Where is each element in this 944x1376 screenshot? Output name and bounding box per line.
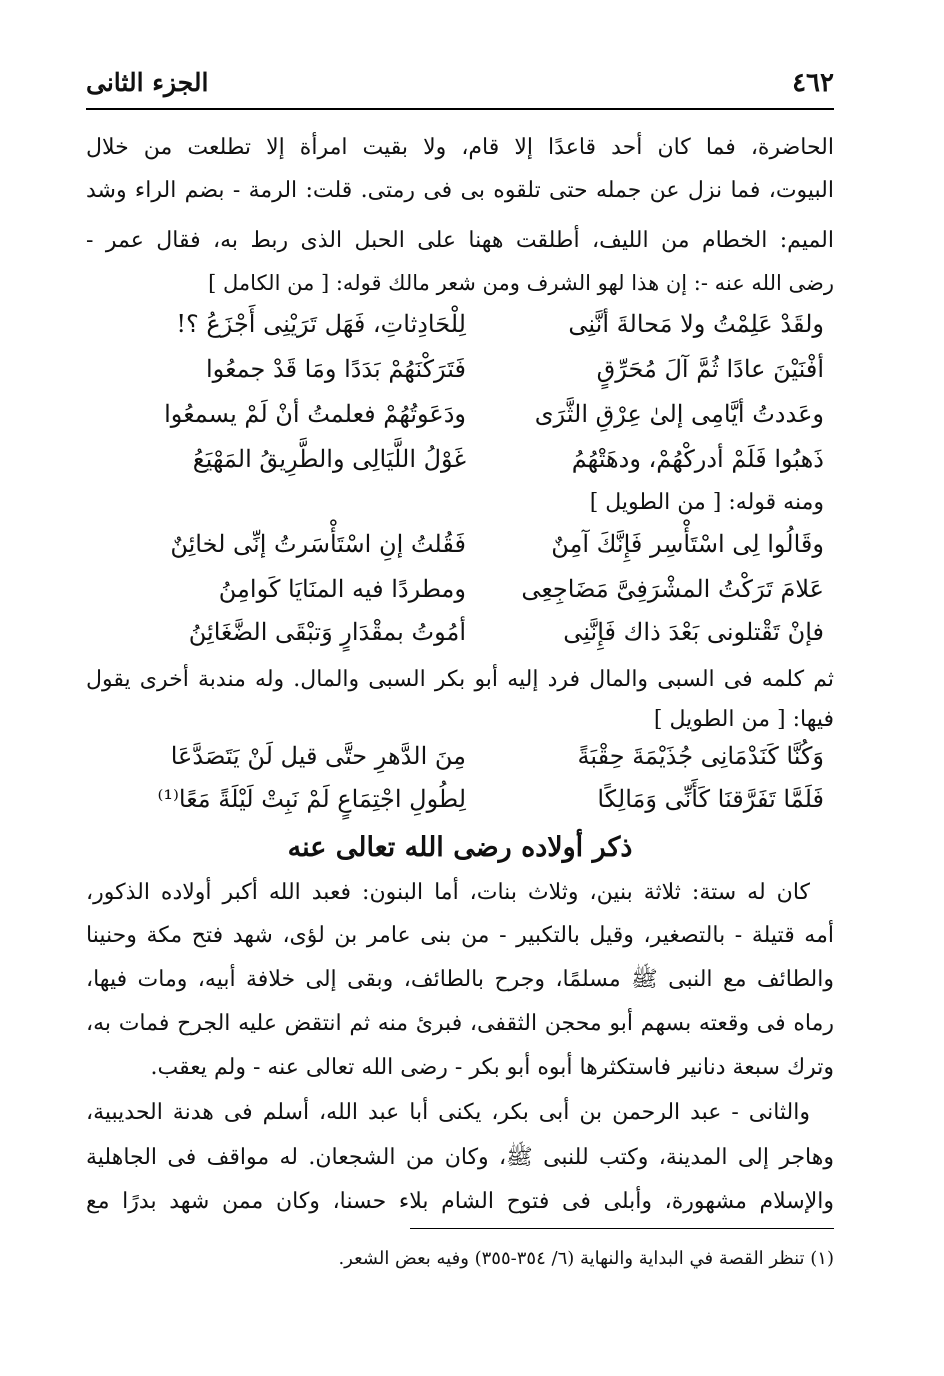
verse-second-hemistich: لِلْحَادِثاتِ، فَهَل تَرَيْنِى أَجْزَعُ ؟!	[176, 310, 466, 338]
verse-second-hemistich: فَتَرَكْنَهُمْ بَدَدًا ومَا قَدْ جمعُوا	[206, 355, 466, 383]
text-line: كان له ستة: ثلاثة بنين، وثلاث بنات، أما البنون: فعبد الله أكبر أولاده الذكور،	[86, 880, 810, 905]
verse-line	[86, 355, 834, 399]
verse-first-hemistich: فإنْ تَقْتلونى بَعْدَ ذاك فَإِنَّنِى	[563, 618, 824, 646]
section-heading: ذكر أولاده رضى الله تعالى عنه	[287, 832, 633, 863]
text-line: وترك سبعة دنانير فاستكثرها أبوه أبو بكر - رضى الله تعالى عنه - ولم يعقب.	[150, 1055, 834, 1080]
verse-line	[86, 742, 834, 786]
header-rule	[86, 108, 834, 110]
text-line: والطائف مع النبى ﷺ مسلمًا، وجرح بالطائف، وبقى إلى خلافة أبيه، ومات فيها،	[86, 967, 834, 992]
verse-first-hemistich: ولقَدْ عَلِمْتُ ولا مَحالةَ أنَّنِى	[568, 310, 824, 338]
verse-second-hemistich: ودَعَوتُهُمْ فعلمتُ أنْ لَمْ يسمعُوا	[164, 400, 466, 428]
verse-line	[86, 575, 834, 619]
text-line: والثانى - عبد الرحمن بن أبى بكر، يكنى أبا عبد الله، أسلم فى هدنة الحديبية،	[86, 1100, 810, 1125]
running-header	[86, 68, 834, 108]
verse-line	[86, 445, 834, 489]
verse-line	[86, 785, 834, 829]
verse-first-hemistich: وعَددتُ أيَّامِى إلىٰ عِرْقِ الثَّرَى	[534, 400, 824, 428]
part-title: الجزء الثانى	[86, 68, 209, 97]
verse-line	[86, 530, 834, 574]
text-line: الميم: الخطام من الليف، أطلقت ههنا على الحبل الذى ربط به، فقال عمر -	[86, 228, 834, 253]
verse-second-hemistich: غَوْلُ اللَّيَالِى والطَّرِيقُ المَهْيَعُ	[192, 445, 466, 473]
verse-second-hemistich: فَقُلتُ إنِ اسْتَأْسَرتُ إنِّى لخائِنٌ	[170, 530, 466, 558]
verse-line	[86, 618, 834, 662]
verse-line	[86, 400, 834, 444]
text-line: والإسلام مشهورة، وأبلى فى فتوح الشام بلاء حسنا، وكان ممن شهد بدرًا مع	[86, 1189, 834, 1214]
verse-first-hemistich: فَلَمَّا تَفَرَّقنَا كَأَنِّى وَمَالِكًا	[597, 785, 824, 813]
text-line: الحاضرة، فما كان أحد قاعدًا إلا قام، ولا بقيت امرأة إلا تطلعت من خلال	[86, 135, 834, 160]
footnote-rule	[410, 1228, 834, 1229]
verse-second-hemistich: لِطُولِ اجْتِمَاعٍ لَمْ نَبِتْ لَيْلَةً مَعًا⁽¹⁾	[157, 785, 466, 813]
text-line: وهاجر إلى المدينة، وكتب للنبى ﷺ، وكان من الشجعان. له مواقف فى الجاهلية	[86, 1145, 834, 1170]
text-line: البيوت، فما نزل عن جمله حتى تلقوه بى فى رمتى. قلت: الرمة - بضم الراء وشد	[86, 178, 834, 203]
verse-line	[86, 310, 834, 354]
poem-intro: ومنه قوله: [ من الطويل ]	[589, 490, 824, 515]
verse-first-hemistich: وقَالُوا لِى اسْتَأْسِر فَإِنَّكَ آمِنٌ	[551, 530, 824, 558]
text-line: أمه قتيلة - بالتصغير، وقيل بالتكبير - من بنى عامر بن لؤى، شهد فتح مكة وحنينا	[86, 923, 834, 948]
verse-second-hemistich: ومطردًا فيه المنَايَا كَوامِنُ	[218, 575, 466, 603]
text-line: فيها: [ من الطويل ]	[653, 707, 834, 732]
text-line: رضى الله عنه -: إن هذا لهو الشرف ومن شعر مالك قوله: [ من الكامل ]	[208, 271, 834, 295]
verse-second-hemistich: مِنَ الدَّهرِ حتَّى قيل لَنْ يَتَصَدَّعَا	[170, 742, 466, 770]
page-number: ٤٦٢	[792, 68, 834, 98]
verse-first-hemistich: وَكُنَّا كَنَدْمَانِى جُذَيْمَةَ حِقْبَةً	[577, 742, 824, 770]
text-line: رماه فى وقعته بسهم أبو محجن الثقفى، فبرئ منه ثم انتقض عليه الجرح فمات به،	[86, 1011, 834, 1036]
text-line: ثم كلمه فى السبى والمال فرد إليه أبو بكر السبى والمال. وله مندبة أخرى يقول	[86, 667, 834, 692]
verse-first-hemistich: أفْنَيْنَ عادًا ثُمَّ آلَ مُحَرِّقٍ	[596, 355, 824, 383]
verse-second-hemistich: أمُوتُ بمقْدَارٍ وَتبْقَى الضَّغَائِنُ	[188, 618, 466, 646]
verse-first-hemistich: عَلامَ تَرَكْتُ المشْرَفِىَّ مَضَاجِعِى	[521, 575, 824, 603]
footnote: (١) تنظر القصة في البداية والنهاية (٦/ ٣٥٤-٣٥٥) وفيه بعض الشعر.	[338, 1248, 834, 1269]
verse-first-hemistich: ذَهبُوا فَلَمْ أدركْهُمْ، ودهَتْهُمُ	[571, 445, 824, 473]
